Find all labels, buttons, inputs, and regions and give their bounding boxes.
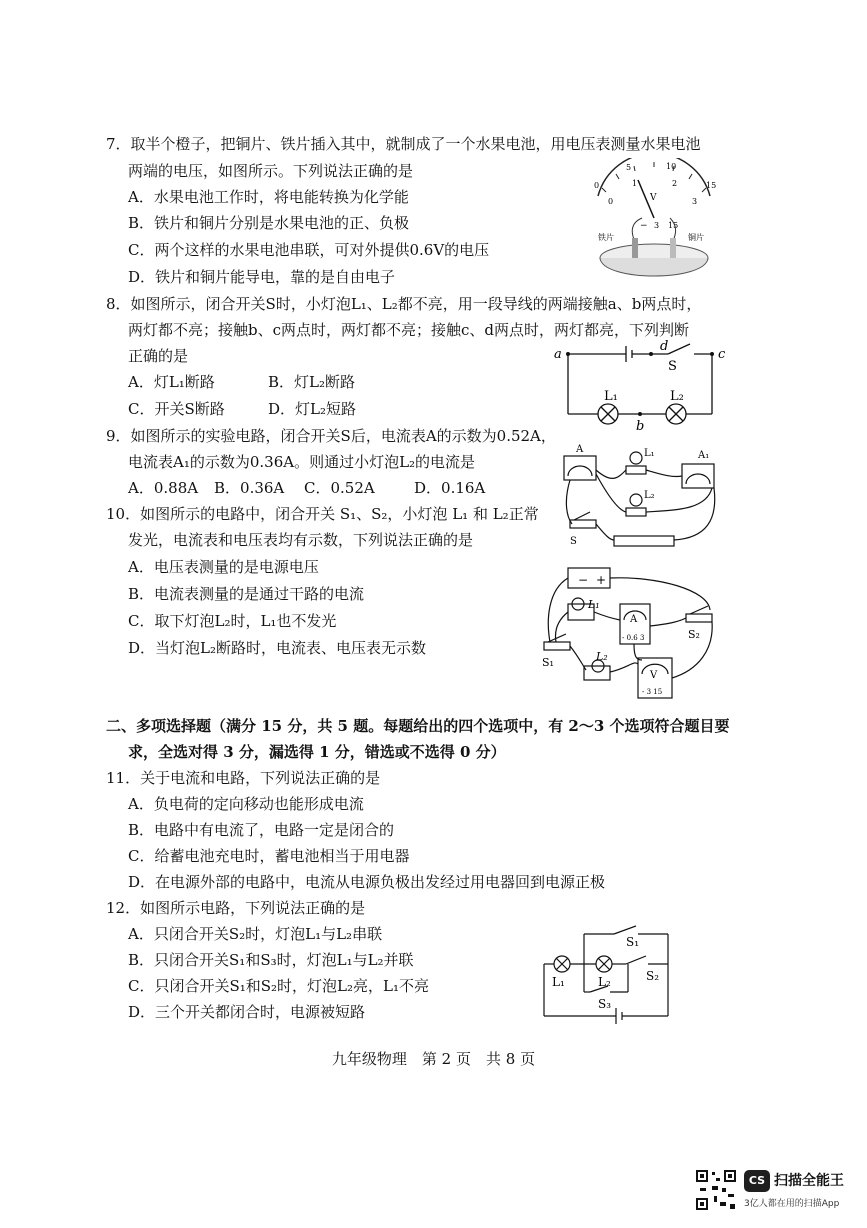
q8-point-b: b [636,419,645,430]
q8-option-a: A．灯L₁断路 [128,373,215,391]
q9-stem-line2: 电流表A₁的示数为0.36A。则通过小灯泡L₂的电流是 [128,453,476,471]
q8-stem-line1: 8．如图所示，闭合开关S时，小灯泡L₁、L₂都不亮，用一段导线的两端接触a、b两点时， [106,295,702,313]
q9-option-b: B．0.36A [214,479,285,497]
q7-stem-line1: 7．取半个橙子，把铜片、铁片插入其中，就制成了一个水果电池，用电压表测量水果电池 [106,135,701,153]
camscanner-watermark [694,1168,864,1218]
q9-experiment-figure [556,440,722,552]
q9-ammeter-a1-label: A₁ [698,450,710,461]
q7-option-a: A．水果电池工作时，将电能转换为化学能 [128,188,409,206]
q9-lamp1-label: L₁ [644,448,655,459]
camscanner-app-name: 扫描全能王 [774,1173,844,1189]
qr-code-icon [694,1168,738,1212]
q7-option-b: B．铁片和铜片分别是水果电池的正、负极 [128,214,410,232]
q8-circuit-figure [550,338,730,430]
q8-lamp2-label: L₂ [670,389,684,404]
q10-battery-minus: − [578,573,589,587]
q12-option-b: B．只闭合开关S₁和S₃时，灯泡L₁与L₂并联 [128,951,414,969]
q8-stem-line3: 正确的是 [128,347,189,365]
q12-switch2-label: S₂ [646,969,660,983]
q10-voltmeter-terminals: - 3 15 [642,688,663,696]
q8-point-c: c [718,347,726,362]
q7-iron-label: 铁片 [598,233,614,242]
q8-switch-label: S [668,359,677,374]
q7-scale-0: 0 [594,181,600,190]
q7-volt-symbol: V [650,193,657,203]
q10-ammeter-terminals: - 0.6 3 [622,634,645,642]
q9-stem-line1: 9．如图所示的实验电路，闭合开关S后，电流表A的示数为0.52A， [106,427,556,445]
q10-ammeter-symbol: A [630,614,638,625]
q12-lamp2-label: L₂ [598,975,611,989]
q10-stem-line1: 10．如图所示的电路中，闭合开关 S₁、S₂，小灯泡 L₁ 和 L₂正常 [106,505,539,523]
q9-lamp2-label: L₂ [644,490,655,501]
q7-copper-label: 铜片 [688,233,704,242]
q8-option-b: B．灯L₂断路 [268,373,355,391]
q11-option-a: A．负电荷的定向移动也能形成电流 [128,795,364,813]
q12-stem: 12．如图所示电路，下列说法正确的是 [106,899,366,917]
camscanner-tagline: 3亿人都在用的扫描App [744,1199,840,1209]
camscanner-logo-icon: CS [744,1170,770,1192]
q12-switch3-label: S₃ [598,997,612,1011]
q11-stem: 11．关于电流和电路，下列说法正确的是 [106,769,381,787]
q9-switch-label: S [570,536,577,547]
q9-ammeter-a-label: A [576,444,584,455]
q7-term-3: 3 [654,221,660,230]
q10-circuit-figure [538,560,728,710]
q10-stem-line2: 发光，电流表和电压表均有示数，下列说法正确的是 [128,531,474,549]
q8-stem-line2: 两灯都不亮；接触b、c两点时，两灯都不亮；接触c、d两点时，两灯都亮，下列判断 [128,321,690,339]
q7-scale-1: 1 [632,179,638,188]
q12-lamp1-label: L₁ [552,975,565,989]
q7-scale-10: 10 [666,162,677,171]
q12-switch1-label: S₁ [626,935,640,949]
q10-battery-plus: + [596,573,607,587]
q7-scale-3: 3 [692,197,698,206]
q12-circuit-figure [528,918,678,1030]
q8-option-d: D．灯L₂短路 [268,400,357,418]
q7-fruit-battery-figure [588,158,720,290]
page-footer: 九年级物理 第 2 页 共 8 页 [331,1050,536,1068]
section2-header-line2: 求，全选对得 3 分，漏选得 1 分，错选或不选得 0 分） [128,743,506,761]
q10-switch2-label: S₂ [688,628,700,641]
q7-scale-5: 5 [626,163,632,172]
q10-voltmeter-symbol: V [650,670,658,681]
q8-point-a: a [554,347,562,362]
q8-option-c: C．开关S断路 [128,400,225,418]
q7-stem-line2: 两端的电压，如图所示。下列说法正确的是 [128,162,414,180]
q10-option-b: B．电流表测量的是通过干路的电流 [128,585,365,603]
q10-option-d: D．当灯泡L₂断路时，电流表、电压表无示数 [128,639,427,657]
q9-option-a: A．0.88A [128,479,199,497]
q8-lamp1-label: L₁ [604,389,618,404]
q10-switch1-label: S₁ [542,656,554,669]
q9-option-c: C．0.52A [304,479,375,497]
q12-option-d: D．三个开关都闭合时，电源被短路 [128,1003,366,1021]
q7-scale-2: 2 [672,179,678,188]
q7-term-minus: − [640,221,648,231]
q10-lamp2-label: L₂ [596,650,608,663]
q8-point-d: d [660,339,669,354]
q11-option-c: C．给蓄电池充电时，蓄电池相当于用电器 [128,847,410,865]
q7-scale-0b: 0 [608,197,614,206]
q7-scale-15: 15 [706,181,717,190]
q10-lamp1-label: L₁ [588,598,600,611]
q7-term-15: 15 [668,221,679,230]
q7-option-c: C．两个这样的水果电池串联，可对外提供0.6V的电压 [128,241,490,259]
q11-option-d: D．在电源外部的电路中，电流从电源负极出发经过用电器回到电源正极 [128,873,606,891]
q12-option-c: C．只闭合开关S₁和S₂时，灯泡L₂亮，L₁不亮 [128,977,430,995]
q11-option-b: B．电路中有电流了，电路一定是闭合的 [128,821,395,839]
q7-option-d: D．铁片和铜片能导电，靠的是自由电子 [128,268,396,286]
q10-option-a: A．电压表测量的是电源电压 [128,558,319,576]
section2-header-line1: 二、多项选择题（满分 15 分，共 5 题。每题给出的四个选项中，有 2～3 个选项符合题目要 [106,717,730,735]
q12-option-a: A．只闭合开关S₂时，灯泡L₁与L₂串联 [128,925,383,943]
q10-option-c: C．取下灯泡L₂时，L₁也不发光 [128,612,337,630]
q9-option-d: D．0.16A [414,479,486,497]
